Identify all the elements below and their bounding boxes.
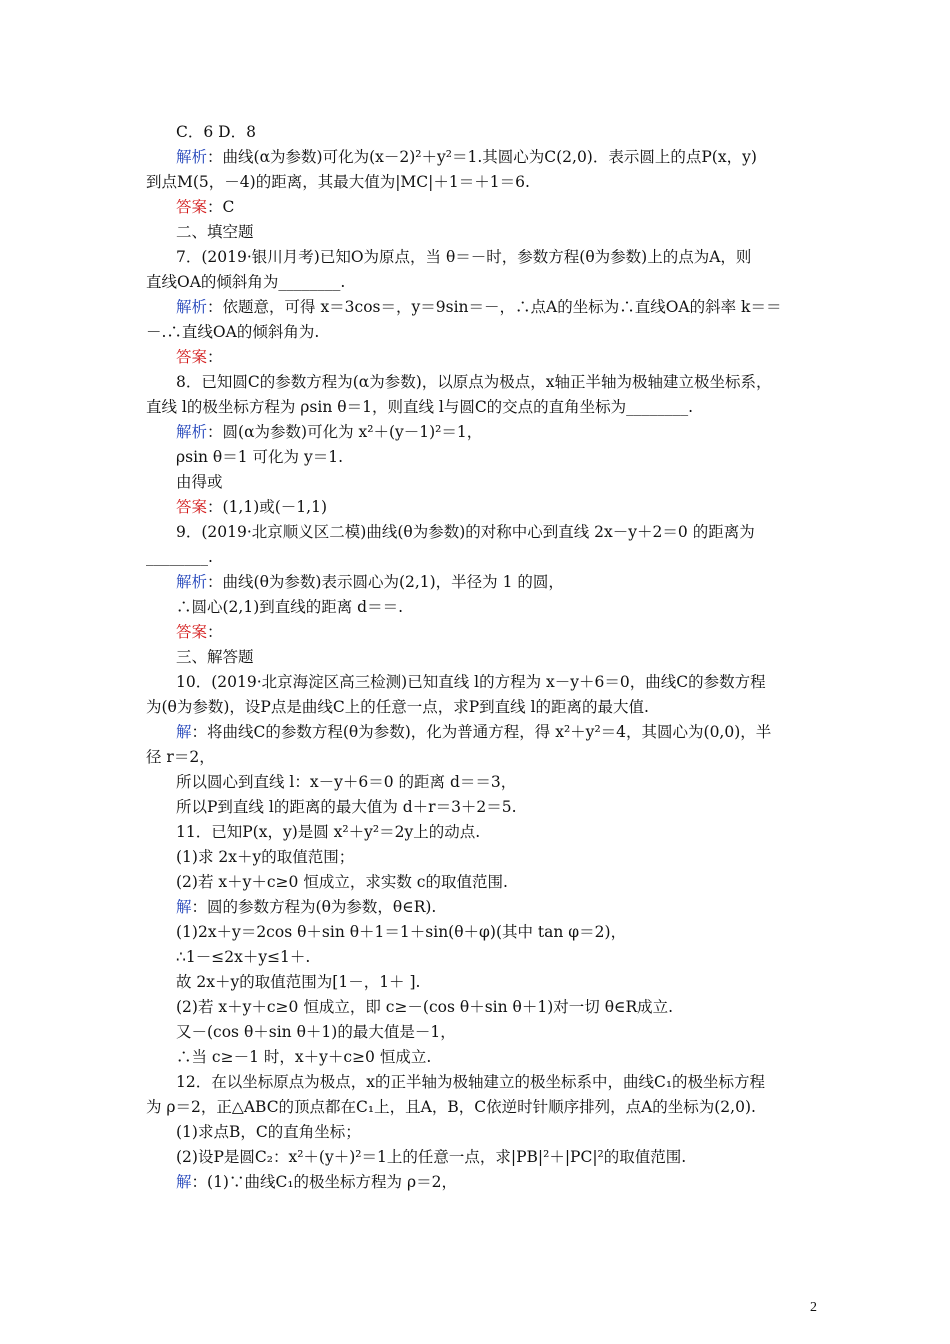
text-line bbox=[176, 570, 846, 594]
analysis-label: 解 bbox=[176, 723, 192, 741]
text-line bbox=[176, 145, 846, 169]
line-text: 所以P到直线 l的距离的最大值为 d＋r＝3＋2＝5. bbox=[176, 798, 517, 816]
text-line bbox=[146, 395, 816, 419]
line-text: 三、解答题 bbox=[176, 648, 254, 666]
line-text: ：圆的参数方程为(θ为参数，θ∈R). bbox=[191, 898, 437, 916]
line-text: 为 ρ＝2，正△ABC的顶点都在C₁上，且A，B，C依逆时针顺序排列，点A的坐标为(2,0). bbox=[146, 1098, 756, 1116]
line-text: ：圆(α为参数)可化为 x²＋(y－1)²＝1， bbox=[207, 423, 483, 441]
line-text: 12．在以坐标原点为极点，x的正半轴为极轴建立的极坐标系中，曲线C₁的极坐标方程 bbox=[176, 1073, 766, 1091]
text-line bbox=[146, 170, 816, 194]
line-text: ： bbox=[207, 623, 223, 641]
line-text: (2)若 x＋y＋c≥0 恒成立，求实数 c的取值范围. bbox=[176, 873, 508, 891]
text-line bbox=[176, 770, 846, 794]
text-line bbox=[176, 1020, 846, 1044]
text-line bbox=[176, 420, 846, 444]
analysis-label: 解 bbox=[176, 898, 192, 916]
page-number: 2 bbox=[810, 1300, 817, 1315]
line-text: 径 r＝2， bbox=[146, 748, 215, 766]
line-text: 由得或 bbox=[176, 473, 223, 491]
text-line bbox=[176, 370, 846, 394]
line-text: 8．已知圆C的参数方程为(α为参数)，以原点为极点，x轴正半轴为极轴建立极坐标系， bbox=[176, 373, 772, 391]
text-line bbox=[176, 870, 846, 894]
text-line bbox=[146, 1095, 816, 1119]
line-text: (1)2x＋y＝2cos θ＋sin θ＋1＝1＋sin(θ＋φ)(其中 tan φ＝2)， bbox=[176, 923, 627, 941]
text-line bbox=[176, 295, 846, 319]
line-text: ：C bbox=[207, 198, 235, 216]
line-text: (1)求点B，C的直角坐标； bbox=[176, 1123, 361, 1141]
text-line bbox=[176, 1145, 846, 1169]
line-text: ________. bbox=[146, 548, 213, 566]
answer-label: 答案 bbox=[176, 498, 208, 516]
text-line bbox=[176, 1045, 846, 1069]
line-text: (2)若 x＋y＋c≥0 恒成立，即 c≥－(cos θ＋sin θ＋1)对一切 θ∈R成立. bbox=[176, 998, 674, 1016]
line-text: (2)设P是圆C₂：x²＋(y＋)²＝1上的任意一点，求|PB|²＋|PC|²的取值范围. bbox=[176, 1148, 687, 1166]
line-text: ：将曲线C的参数方程(θ为参数)，化为普通方程，得 x²＋y²＝4，其圆心为(0,0)，半 bbox=[191, 723, 772, 741]
line-text: 直线 l的极坐标方程为 ρsin θ＝1，则直线 l与圆C的交点的直角坐标为________. bbox=[146, 398, 694, 416]
text-line bbox=[176, 945, 846, 969]
line-text: C．6 D．8 bbox=[176, 123, 256, 141]
text-line bbox=[176, 820, 846, 844]
text-line bbox=[176, 795, 846, 819]
line-text: (1)求 2x＋y的取值范围； bbox=[176, 848, 355, 866]
text-line bbox=[146, 545, 816, 569]
text-line bbox=[176, 1120, 846, 1144]
line-text: ：依题意，可得 x＝3cos＝，y＝9sin＝－，∴点A的坐标为∴直线OA的斜率 k＝＝ bbox=[207, 298, 782, 316]
text-line bbox=[146, 270, 816, 294]
text-line bbox=[176, 470, 846, 494]
line-text: ：(1)∵曲线C₁的极坐标方程为 ρ＝2， bbox=[191, 1173, 457, 1191]
text-line bbox=[176, 845, 846, 869]
line-text: －.∴直线OA的倾斜角为. bbox=[146, 323, 320, 341]
line-text: 10．(2019·北京海淀区高三检测)已知直线 l的方程为 x－y＋6＝0，曲线C的参数方程 bbox=[176, 673, 766, 691]
line-text: 所以圆心到直线 l：x－y＋6＝0 的距离 d＝＝3， bbox=[176, 773, 517, 791]
line-text: ∴圆心(2,1)到直线的距离 d＝＝. bbox=[176, 598, 404, 616]
line-text: 直线OA的倾斜角为________. bbox=[146, 273, 346, 291]
line-text: 11．已知P(x，y)是圆 x²＋y²＝2y上的动点. bbox=[176, 823, 481, 841]
line-text: ρsin θ＝1 可化为 y＝1. bbox=[176, 448, 344, 466]
text-line bbox=[176, 970, 846, 994]
line-text: ：(1,1)或(－1,1) bbox=[207, 498, 328, 516]
analysis-label: 解析 bbox=[176, 148, 208, 166]
line-text: ：曲线(α为参数)可化为(x－2)²＋y²＝1.其圆心为C(2,0)．表示圆上的点P(x，y) bbox=[207, 148, 757, 166]
text-line bbox=[176, 1070, 846, 1094]
analysis-label: 解 bbox=[176, 1173, 192, 1191]
text-line bbox=[176, 195, 846, 219]
line-text: ： bbox=[207, 348, 223, 366]
text-line bbox=[176, 520, 846, 544]
text-line bbox=[176, 345, 846, 369]
line-text: ∴当 c≥－1 时，x＋y＋c≥0 恒成立. bbox=[176, 1048, 432, 1066]
text-line bbox=[176, 1170, 846, 1194]
analysis-label: 解析 bbox=[176, 573, 208, 591]
line-text: ∴1－≤2x＋y≤1＋. bbox=[176, 948, 311, 966]
analysis-label: 解析 bbox=[176, 423, 208, 441]
line-text: 故 2x＋y的取值范围为[1－，1＋ ]. bbox=[176, 973, 421, 991]
line-text: 又－(cos θ＋sin θ＋1)的最大值是－1， bbox=[176, 1023, 456, 1041]
text-line bbox=[176, 920, 846, 944]
line-text: 到点M(5，－4)的距离，其最大值为|MC|＋1＝＋1＝6. bbox=[146, 173, 530, 191]
text-line bbox=[176, 895, 846, 919]
text-line bbox=[176, 120, 846, 144]
line-text: 二、填空题 bbox=[176, 223, 254, 241]
answer-label: 答案 bbox=[176, 623, 208, 641]
line-text: 7．(2019·银川月考)已知O为原点，当 θ＝－时，参数方程(θ为参数)上的点为A，则 bbox=[176, 248, 752, 266]
text-line bbox=[176, 620, 846, 644]
line-text: ：曲线(θ为参数)表示圆心为(2,1)，半径为 1 的圆， bbox=[207, 573, 564, 591]
text-line bbox=[176, 670, 846, 694]
text-line bbox=[176, 995, 846, 1019]
text-line bbox=[176, 245, 846, 269]
text-line bbox=[176, 595, 846, 619]
answer-label: 答案 bbox=[176, 348, 208, 366]
analysis-label: 解析 bbox=[176, 298, 208, 316]
text-line bbox=[146, 695, 816, 719]
line-text: 为(θ为参数)，设P点是曲线C上的任意一点，求P到直线 l的距离的最大值. bbox=[146, 698, 649, 716]
answer-label: 答案 bbox=[176, 198, 208, 216]
text-line bbox=[176, 495, 846, 519]
text-line bbox=[176, 645, 846, 669]
text-line bbox=[176, 720, 846, 744]
text-line bbox=[146, 320, 816, 344]
line-text: 9．(2019·北京顺义区二模)曲线(θ为参数)的对称中心到直线 2x－y＋2＝0 的距离为 bbox=[176, 523, 755, 541]
text-line bbox=[176, 220, 846, 244]
text-line bbox=[176, 445, 846, 469]
text-line bbox=[146, 745, 816, 769]
